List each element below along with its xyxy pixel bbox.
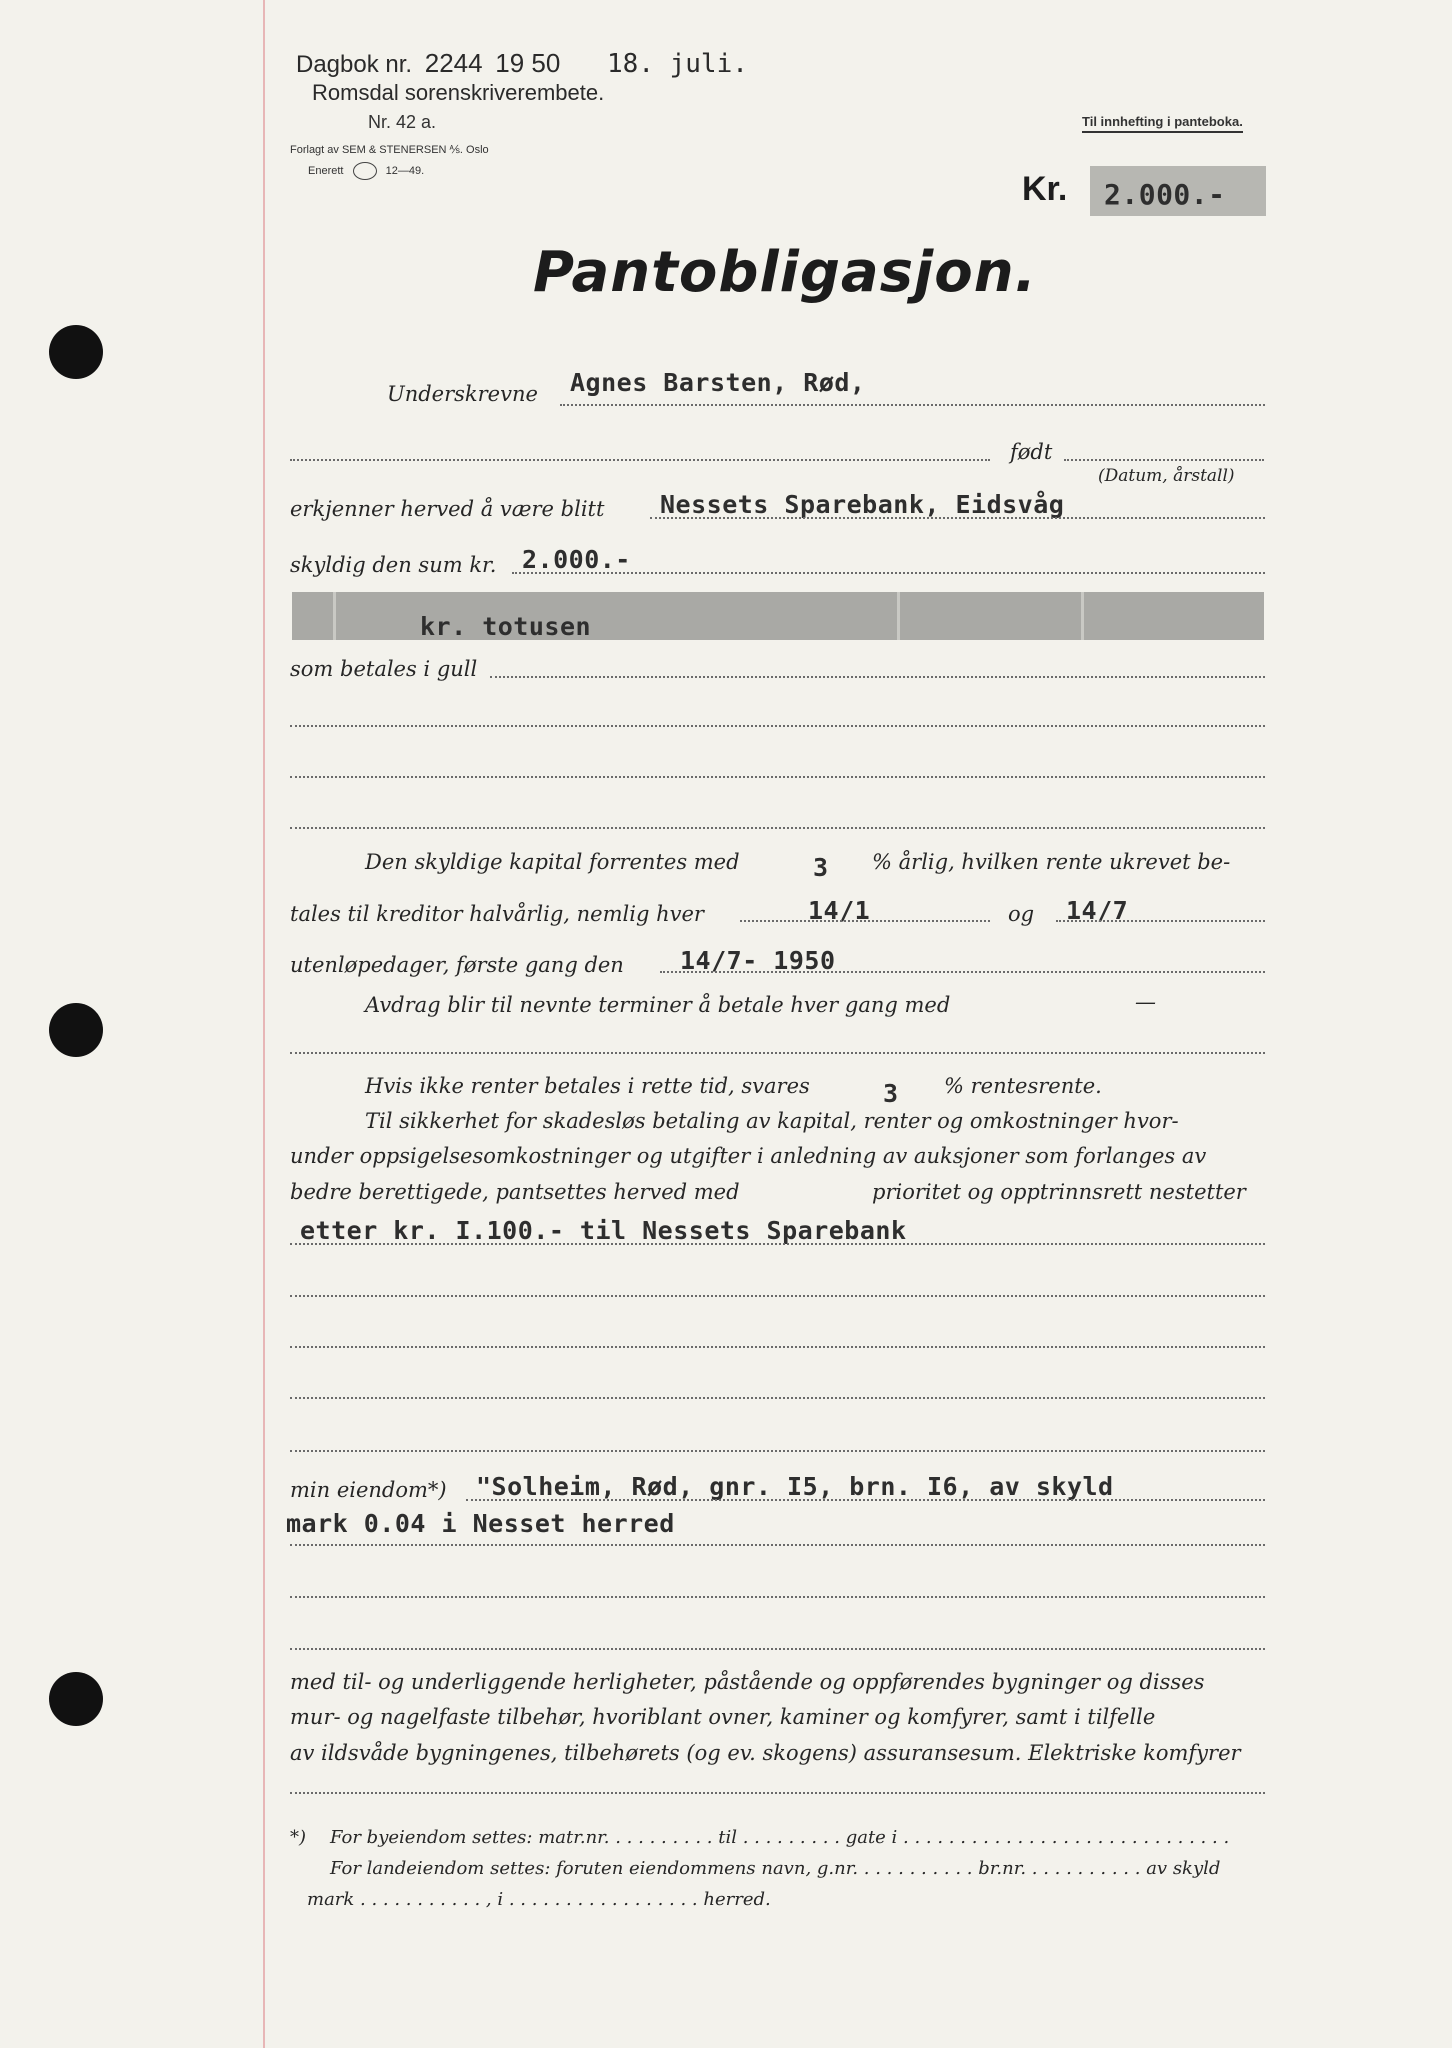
undersigned-label: Underskrevne bbox=[387, 382, 538, 406]
appurtenances-line-1: med til- og underliggende herligheter, påstående og oppførendes bygninger og disses bbox=[290, 1670, 1205, 1694]
amount-value: 2.000.- bbox=[1104, 178, 1226, 211]
dotted-rule bbox=[290, 1295, 1265, 1297]
footnote-line-1: For byeiendom settes: matr.nr. . . . . . . . . . til . . . . . . . . . gate i . . . . . . . . . . . . . . . . . . . . . . . . . . . . . bbox=[330, 1827, 1230, 1848]
penalty-line-b: % rentesrente. bbox=[944, 1074, 1102, 1098]
dotted-rule bbox=[290, 1596, 1265, 1598]
installment-line: Avdrag blir til nevnte terminer å betale hver gang med bbox=[365, 993, 951, 1017]
dotted-rule bbox=[290, 1346, 1265, 1348]
punch-hole bbox=[49, 1672, 103, 1726]
dotted-rule bbox=[466, 1499, 1265, 1501]
dotted-rule bbox=[290, 827, 1265, 829]
red-margin-line bbox=[263, 0, 265, 2048]
punch-hole bbox=[49, 1003, 103, 1057]
footnote-line-2: For landeiendom settes: foruten eiendommens navn, g.nr. . . . . . . . . . . br.nr. . . . . . . . . . . av skyld bbox=[330, 1858, 1221, 1879]
undersigned-value: Agnes Barsten, Rød, bbox=[570, 368, 866, 397]
security-line-4b: prioritet og opptrinnsrett nestetter bbox=[872, 1180, 1246, 1204]
sum-label: skyldig den sum kr. bbox=[290, 553, 497, 577]
dotted-rule bbox=[290, 1397, 1265, 1399]
priority-value: etter kr. I.100.- til Nessets Sparebank bbox=[300, 1216, 907, 1245]
born-label: født bbox=[1010, 440, 1053, 464]
acknowledge-label: erkjenner herved å være blitt bbox=[290, 497, 605, 521]
dotted-rule bbox=[290, 1243, 1265, 1245]
band-separator bbox=[897, 592, 900, 640]
office-stamp: Romsdal sorenskriverembete. bbox=[312, 80, 605, 105]
security-line-2: Til sikkerhet for skadesløs betaling av kapital, renter og omkostninger hvor- bbox=[365, 1109, 1179, 1133]
dotted-rule bbox=[1056, 920, 1265, 922]
interest-date-2: 14/7 bbox=[1066, 896, 1129, 925]
installment-value: — bbox=[1135, 990, 1156, 1014]
band-separator bbox=[1081, 592, 1084, 640]
dotted-rule bbox=[740, 920, 990, 922]
interest-line-2b: og bbox=[1008, 902, 1035, 926]
interest-date-1: 14/1 bbox=[808, 896, 871, 925]
publisher-logo-icon bbox=[353, 162, 377, 180]
dotted-rule bbox=[290, 725, 1265, 727]
publisher-line: Forlagt av SEM & STENERSEN ⅍. Oslo bbox=[290, 144, 489, 156]
dotted-rule bbox=[290, 776, 1265, 778]
dotted-rule bbox=[290, 1544, 1265, 1546]
born-hint: (Datum, årstall) bbox=[1098, 466, 1235, 486]
interest-line-3: utenløpedager, første gang den bbox=[290, 953, 624, 977]
appurtenances-line-2: mur- og nagelfaste tilbehør, hvoriblant ovner, kaminer og komfyrer, samt i tilfelle bbox=[290, 1705, 1156, 1729]
security-line-4a: bedre berettigede, pantsettes herved med bbox=[290, 1180, 740, 1204]
property-label: min eiendom*) bbox=[290, 1478, 447, 1502]
sum-words: kr. totusen bbox=[420, 612, 592, 641]
dotted-rule bbox=[1064, 459, 1264, 461]
dotted-rule bbox=[290, 1792, 1265, 1794]
property-value-line-2: mark 0.04 i Nesset herred bbox=[286, 1509, 675, 1538]
journal-date: 18. juli. bbox=[607, 49, 748, 79]
dotted-rule bbox=[290, 1648, 1265, 1650]
dotted-rule bbox=[512, 572, 1265, 574]
journal-stamp bbox=[296, 48, 748, 79]
binding-note: Til innhefting i panteboka. bbox=[1082, 114, 1243, 133]
dotted-rule bbox=[660, 971, 1265, 973]
dotted-rule bbox=[650, 517, 1265, 519]
form-number: Nr. 42 a. bbox=[368, 112, 437, 132]
footnote-line-3: mark . . . . . . . . . . . , i . . . . . . . . . . . . . . . . . herred. bbox=[307, 1889, 771, 1910]
punch-hole bbox=[49, 325, 103, 379]
document-title: Pantobligasjon. bbox=[533, 240, 1037, 305]
first-payment-date: 14/7- 1950 bbox=[680, 946, 836, 975]
dotted-rule bbox=[290, 1052, 1265, 1054]
interest-line-2a: tales til kreditor halvårlig, nemlig hver bbox=[290, 902, 704, 926]
appurtenances-line-3: av ildsvåde bygningenes, tilbehørets (og ev. skogens) assuransesum. Elektriske komfyrer bbox=[290, 1741, 1241, 1765]
dotted-rule bbox=[560, 404, 1265, 406]
dotted-rule bbox=[490, 676, 1265, 678]
security-line-3: under oppsigelsesomkostninger og utgifter i anledning av auksjoner som forlanges av bbox=[290, 1144, 1207, 1168]
amount-label: Kr. bbox=[1022, 170, 1068, 208]
interest-line-1b: % årlig, hvilken rente ukrevet be- bbox=[872, 850, 1231, 874]
sum-value: 2.000.- bbox=[522, 545, 631, 574]
dotted-rule bbox=[290, 1450, 1265, 1452]
publisher-copyright: Enerett 12—49. bbox=[308, 162, 424, 180]
penalty-line-a: Hvis ikke renter betales i rette tid, svares bbox=[365, 1074, 810, 1098]
interest-rate: 3 bbox=[813, 853, 829, 882]
dotted-rule bbox=[290, 459, 990, 461]
creditor-value: Nessets Sparebank, Eidsvåg bbox=[660, 490, 1065, 519]
footnote-marker: *) bbox=[290, 1827, 307, 1848]
interest-line-1a: Den skyldige kapital forrentes med bbox=[365, 850, 740, 874]
gold-label: som betales i gull bbox=[290, 657, 478, 681]
journal-number: 2244 bbox=[424, 48, 483, 78]
band-separator bbox=[333, 592, 336, 640]
property-value-line-1: "Solheim, Rød, gnr. I5, brn. I6, av skyld bbox=[476, 1472, 1114, 1501]
penalty-rate: 3 bbox=[883, 1079, 899, 1108]
journal-label: Dagbok nr. bbox=[296, 51, 413, 78]
journal-year: 19 50 bbox=[495, 48, 561, 78]
